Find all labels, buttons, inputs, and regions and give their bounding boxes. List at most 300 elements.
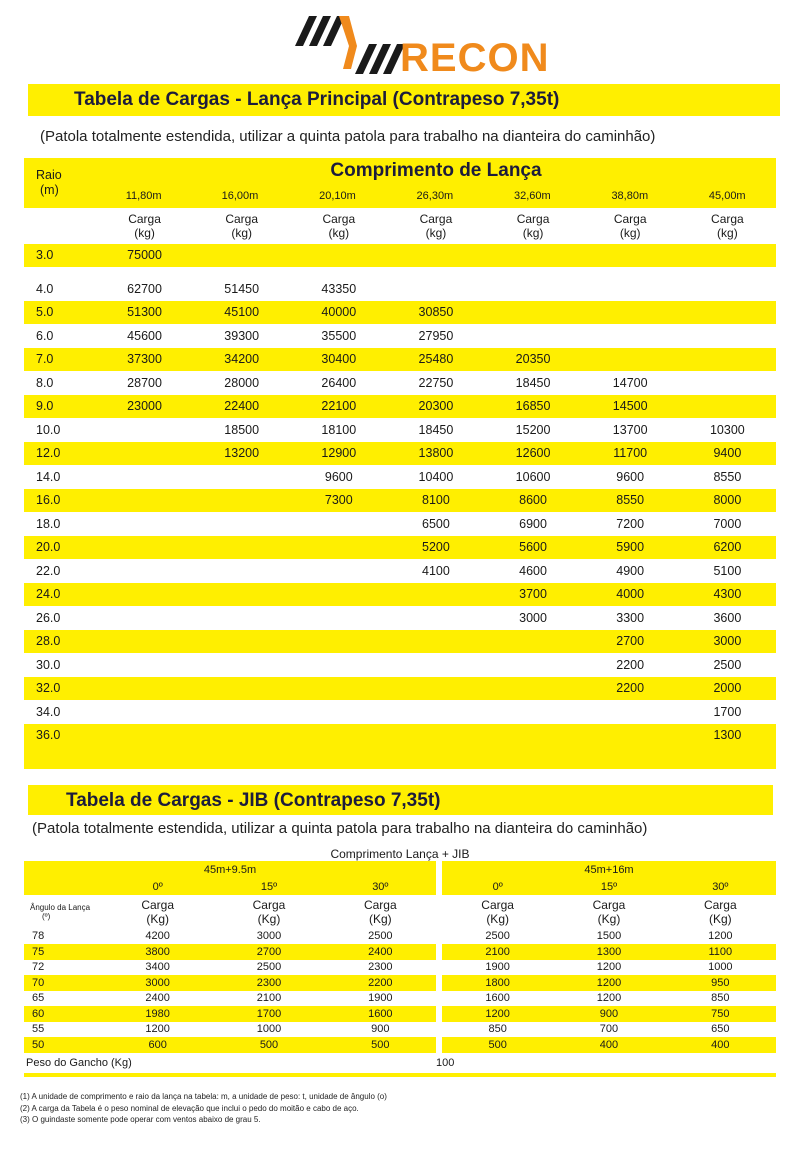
load-cell: 2700 [582,630,679,654]
load-cell: 1900 [368,992,393,1005]
carga-unit: (kg) [425,225,447,240]
angle-cell: 55 [32,1023,45,1036]
load-cell [193,559,290,583]
load-cell [193,536,290,560]
load-cell: 22100 [290,395,387,419]
raio-cell: 18.0 [36,516,61,531]
carga-header-row [24,208,776,244]
boom-length-5: 38,80m [581,184,678,208]
carga-unit: (Kg) [257,911,281,926]
load-cell: 2200 [616,657,645,672]
load-cell: 75000 [96,244,193,268]
load-cell: 4900 [616,563,645,578]
load-cell: 5600 [485,536,582,560]
carga-label: Carga [419,211,453,226]
carga-unit: (kg) [619,225,641,240]
carga-header-3 [387,208,484,244]
load-cell [485,301,582,325]
carga-header-5 [582,208,679,244]
load-cell: 15200 [515,422,551,437]
load-cell: 3700 [485,583,582,607]
table-row [24,536,776,560]
hook-weight-value: 100 [435,1056,455,1069]
boom-length-4: 32,60m [484,184,581,208]
carga-unit: (kg) [717,225,738,240]
load-cell: 650 [711,1023,730,1036]
load-cell [387,583,484,607]
table-row [24,371,776,395]
load-cell: 900 [553,1006,664,1022]
load-cell: 62700 [127,281,162,296]
load-cell [193,700,290,724]
table2-note: (Patola totalmente estendida, utilizar a quinta patola para trabalho na dianteira do caminhão) [32,820,648,837]
load-cell: 39300 [224,328,260,343]
angle-unit: (º) [42,911,51,921]
hook-weight-label: Peso do Gancho (Kg) [26,1056,132,1069]
raio-cell: 36.0 [24,724,96,748]
load-cell: 2200 [325,975,436,991]
raio-cell: 14.0 [36,469,61,484]
boom-length-0: 11,80m [96,184,191,208]
table-row [24,944,776,960]
carga-header-6 [679,208,776,244]
load-cell: 3000 [679,630,776,654]
load-cell: 18450 [418,422,454,437]
main-boom-load-table [24,158,776,769]
table-row [24,1006,776,1022]
load-cell [582,244,679,268]
load-cell: 400 [553,1037,664,1053]
raio-cell: 32.0 [24,677,96,701]
table-row [24,395,776,419]
load-cell: 1200 [708,930,733,943]
load-cell [290,653,387,677]
load-cell: 18100 [321,422,357,437]
table-row [24,991,776,1007]
load-cell: 600 [102,1037,213,1053]
load-cell: 43350 [321,281,357,296]
load-cell [387,677,484,701]
jib-offset-row [24,879,776,895]
load-cell: 2200 [582,677,679,701]
load-cell: 1200 [596,961,622,974]
table1-note: (Patola totalmente estendida, utilizar a quinta patola para trabalho na dianteira do caminhão) [40,128,656,145]
carga-header-1 [193,208,290,244]
load-cell [485,277,582,301]
load-cell: 12900 [290,442,387,466]
carga-unit: (kg) [134,225,155,240]
load-cell: 7000 [713,516,742,531]
offset-a-0: 0º [102,879,213,895]
table-row [24,700,776,724]
load-cell [193,724,290,748]
recon-logo [295,14,565,84]
table-row [24,465,776,489]
carga-header-4 [485,208,582,244]
raio-cell: 20.0 [24,536,96,560]
table-row [24,975,776,991]
raio-cell: 24.0 [24,583,96,607]
load-cell [290,700,387,724]
load-cell: 12600 [485,442,582,466]
load-cell [290,536,387,560]
carga-label: Carga [703,897,737,912]
load-cell [679,371,776,395]
load-cell: 500 [325,1037,436,1053]
offset-b-2: 30º [665,879,776,895]
load-cell [485,653,582,677]
load-cell [96,630,193,654]
carga-label: Carga [711,211,744,226]
carga-unit: (kg) [522,225,544,240]
load-cell: 900 [371,1023,390,1036]
carga-header-2 [290,208,387,244]
load-cell [96,724,193,748]
load-cell [582,301,679,325]
load-cell: 13700 [612,422,648,437]
load-cell: 22400 [193,395,290,419]
raio-cell: 34.0 [36,704,61,719]
load-cell: 8100 [387,489,484,513]
load-cell: 8000 [679,489,776,513]
load-cell [485,700,582,724]
load-cell: 1900 [485,961,510,974]
load-cell [193,583,290,607]
load-cell: 2500 [256,961,282,974]
load-cell [582,348,679,372]
load-cell: 10300 [709,422,745,437]
load-cell [96,512,193,536]
load-cell: 18450 [515,375,551,390]
load-cell: 22750 [418,375,454,390]
load-cell [387,724,484,748]
table-row [24,960,776,976]
load-cell: 30850 [387,301,484,325]
load-cell [193,512,290,536]
footnotes [20,1091,387,1126]
load-cell: 3600 [713,610,742,625]
load-cell: 3000 [256,930,282,943]
load-cell: 51300 [96,301,193,325]
load-cell: 4200 [145,930,170,943]
load-cell: 400 [665,1037,776,1053]
table-row [24,442,776,466]
angle-cell: 75 [24,944,102,960]
load-cell: 4600 [519,563,547,578]
table-row [24,630,776,654]
load-cell: 2500 [368,930,393,943]
raio-label: Raio [36,167,62,182]
load-cell: 2700 [213,944,324,960]
load-cell: 950 [665,975,776,991]
angle-cell: 78 [32,930,45,943]
table-row [24,929,776,945]
angle-header [24,895,102,929]
jib-carga-header-b2 [665,895,776,929]
load-cell [193,244,290,268]
load-cell: 10400 [418,469,454,484]
load-cell: 1700 [213,1006,324,1022]
load-cell [387,653,484,677]
boom-length-title: Comprimento de Lança [330,160,542,181]
load-cell: 18500 [224,422,260,437]
load-cell: 2500 [485,930,510,943]
load-cell [679,244,776,268]
raio-cell: 22.0 [36,563,61,578]
carga-label: Carga [128,211,161,226]
load-cell: 4300 [679,583,776,607]
load-cell: 28700 [127,375,162,390]
raio-cell: 16.0 [24,489,96,513]
angle-cell: 50 [24,1037,102,1053]
jib-load-table [24,847,776,1077]
offset-b-1: 15º [553,879,664,895]
load-cell: 1980 [102,1006,213,1022]
table-row [24,1022,776,1038]
load-cell: 8600 [485,489,582,513]
carga-label: Carga [141,897,174,912]
load-cell: 1700 [713,704,742,719]
jib-config-row [24,861,776,879]
boom-length-2: 20,10m [289,184,386,208]
table1-header-row [24,158,776,208]
load-cell [290,244,387,268]
angle-cell: 72 [32,961,45,974]
load-cell: 13800 [387,442,484,466]
table-row [24,583,776,607]
load-cell: 7300 [290,489,387,513]
load-cell: 13200 [193,442,290,466]
load-cell: 7200 [616,516,645,531]
load-cell [679,277,776,301]
footnote: (3) O guindaste somente pode operar com ventos abaixo de grau 5. [20,1115,261,1124]
load-cell [387,630,484,654]
jib-carga-header-b0 [442,895,553,929]
raio-cell: 30.0 [36,657,61,672]
load-cell [290,630,387,654]
load-cell: 5200 [387,536,484,560]
load-cell [193,653,290,677]
table-row [24,606,776,630]
load-cell [582,700,679,724]
load-cell [290,583,387,607]
raio-unit: (m) [40,182,59,197]
load-cell: 5100 [713,563,742,578]
load-cell [582,724,679,748]
load-cell [96,700,193,724]
boom-length-3: 26,30m [386,184,483,208]
load-cell: 1800 [442,975,553,991]
load-cell: 8550 [713,469,742,484]
load-cell [582,277,679,301]
load-cell [193,489,290,513]
load-cell: 2500 [713,657,742,672]
table-row [24,653,776,677]
load-cell: 26400 [321,375,357,390]
angle-cell: 70 [24,975,102,991]
table-row [24,324,776,348]
config-b: 45m+16m [442,861,776,879]
load-cell [96,677,193,701]
load-cell: 750 [665,1006,776,1022]
load-cell: 30400 [290,348,387,372]
load-cell: 1000 [708,961,733,974]
load-cell: 45100 [193,301,290,325]
raio-cell: 5.0 [24,301,96,325]
load-cell: 2400 [145,992,170,1005]
carga-unit: (Kg) [146,911,169,926]
table-row [24,244,776,268]
load-cell: 20350 [485,348,582,372]
load-cell: 40000 [290,301,387,325]
raio-cell: 8.0 [36,375,54,390]
load-cell [290,677,387,701]
load-cell [582,324,679,348]
load-cell [96,536,193,560]
load-cell: 11700 [582,442,679,466]
load-cell: 2400 [325,944,436,960]
load-cell [290,724,387,748]
load-cell [96,442,193,466]
load-cell [193,606,290,630]
carga-unit: (kg) [231,225,253,240]
load-cell: 500 [213,1037,324,1053]
load-cell: 1500 [596,930,622,943]
load-cell [96,606,193,630]
load-cell [96,559,193,583]
load-cell [387,244,484,268]
load-cell: 4100 [422,563,450,578]
load-cell: 500 [442,1037,553,1053]
load-cell [387,606,484,630]
carga-label: Carga [363,897,397,912]
load-cell: 20300 [387,395,484,419]
load-cell: 6200 [679,536,776,560]
load-cell: 3000 [519,610,547,625]
boom-length-6: 45,00m [679,184,776,208]
load-cell: 16850 [485,395,582,419]
load-cell [485,244,582,268]
load-cell: 1200 [442,1006,553,1022]
carga-unit: (Kg) [597,911,621,926]
carga-header-0 [96,208,193,244]
config-a: 45m+9.5m [24,861,436,879]
load-cell: 51450 [224,281,260,296]
load-cell: 700 [599,1023,619,1036]
load-cell: 1300 [679,724,776,748]
load-cell [290,559,387,583]
table1-title: Tabela de Cargas - Lança Principal (Contrapeso 7,35t) [74,89,560,110]
load-cell: 25480 [387,348,484,372]
carga-label: Carga [613,211,647,226]
load-cell: 34200 [193,348,290,372]
table-row [24,418,776,442]
load-cell: 1200 [596,992,622,1005]
load-cell: 37300 [96,348,193,372]
table-row [24,277,776,301]
footnote: (2) A carga da Tabela é o peso nominal de elevação que inclui o pedo do moitão e cabo de aço. [20,1103,359,1113]
raio-cell: 6.0 [36,328,54,343]
load-cell: 2300 [368,961,393,974]
load-cell [485,630,582,654]
load-cell: 5900 [582,536,679,560]
load-cell: 10600 [515,469,551,484]
carga-label: Carga [592,897,626,912]
carga-unit: (kg) [328,225,350,240]
load-cell: 850 [488,1023,507,1036]
load-cell: 8550 [582,489,679,513]
table-row [24,724,776,748]
load-cell: 3400 [145,961,170,974]
boom-length-header [96,158,776,208]
carga-unit: (Kg) [486,911,509,926]
load-cell [679,348,776,372]
recon-logo-mark-icon [295,14,405,84]
table2-title: Tabela de Cargas - JIB (Contrapeso 7,35t) [66,790,441,811]
load-cell: 9400 [679,442,776,466]
table-row [24,348,776,372]
load-cell [96,418,193,442]
load-cell [679,301,776,325]
table-row [24,489,776,513]
hook-weight-row [24,1053,776,1073]
angle-cell: 60 [24,1006,102,1022]
angle-cell: 65 [32,992,45,1005]
jib-carga-row [24,895,776,929]
boom-length-1: 16,00m [191,184,288,208]
load-cell: 14500 [582,395,679,419]
angle-label: Ângulo da Lança [30,902,91,912]
load-cell: 9600 [324,469,353,484]
load-cell: 2100 [442,944,553,960]
raio-header [24,158,96,208]
load-cell [485,677,582,701]
load-cell: 1600 [325,1006,436,1022]
table-row [24,512,776,536]
table-row [24,301,776,325]
jib-carga-header-a2 [325,895,436,929]
carga-unit: (Kg) [708,911,732,926]
load-cell [193,677,290,701]
jib-group-title: Comprimento Lança + JIB [330,847,470,861]
load-cell: 1300 [553,944,664,960]
raio-cell: 9.0 [24,395,96,419]
load-cell [387,277,484,301]
raio-cell: 7.0 [24,348,96,372]
load-cell: 3000 [102,975,213,991]
load-cell: 2300 [213,975,324,991]
load-cell: 1000 [256,1023,282,1036]
load-cell: 2000 [679,677,776,701]
load-cell: 6500 [422,516,450,531]
load-cell [290,606,387,630]
load-cell: 3300 [616,610,645,625]
load-cell: 14700 [612,375,648,390]
load-cell: 1600 [485,992,510,1005]
load-cell: 2100 [256,992,282,1005]
load-cell [96,489,193,513]
carga-label: Carga [252,897,286,912]
load-cell [679,324,776,348]
brand-name: RECON [400,36,550,80]
load-cell [96,583,193,607]
carga-label: Carga [322,211,356,226]
table-row [24,677,776,701]
load-cell: 6900 [519,516,547,531]
boom-lengths-row [96,184,776,208]
load-cell: 3800 [102,944,213,960]
table-row [24,559,776,583]
